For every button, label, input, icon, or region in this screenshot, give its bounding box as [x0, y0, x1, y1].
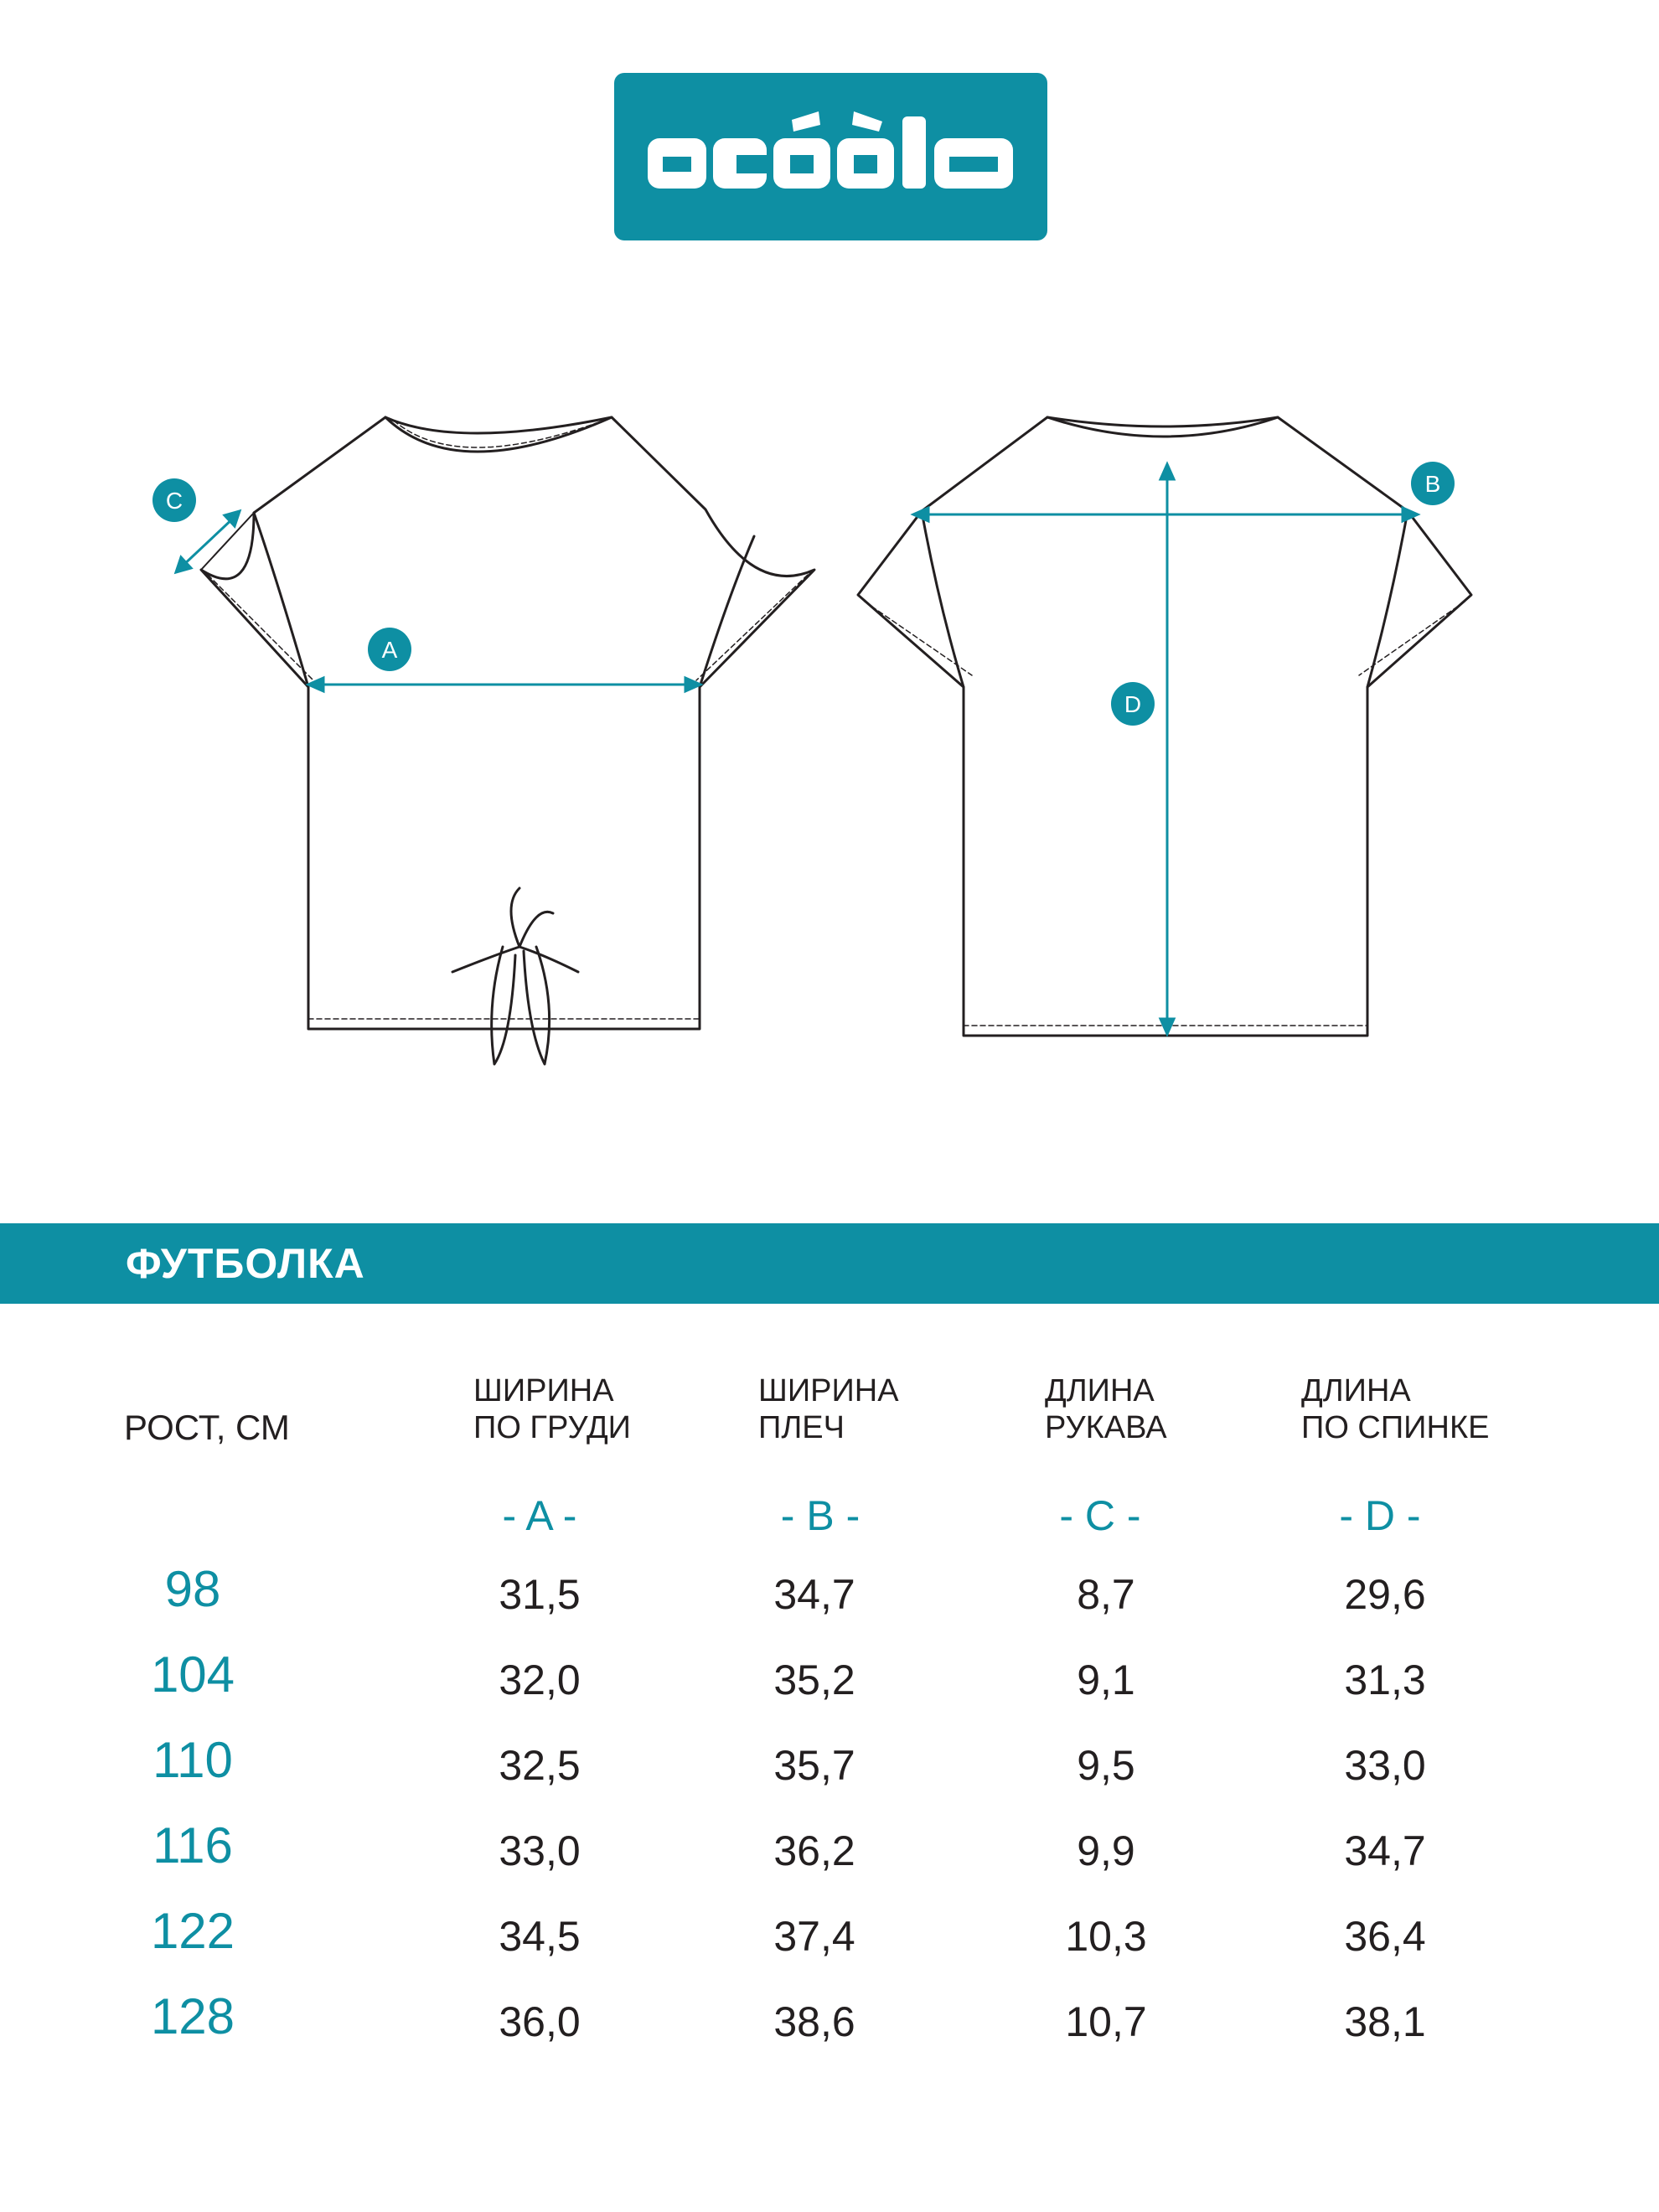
tshirt-back-sketch [858, 417, 1471, 1036]
svg-text:B: B [1424, 471, 1441, 497]
column-code-b: - B - [780, 1492, 861, 1539]
value-c: 8,7 [1077, 1571, 1135, 1618]
column-code-d: - D - [1339, 1492, 1421, 1539]
value-c: 9,1 [1077, 1656, 1135, 1703]
section-banner [0, 1223, 1659, 1304]
badge-c [152, 478, 196, 522]
brand-logo [614, 73, 1047, 240]
column-header-b [758, 1372, 899, 1446]
badge-a [368, 628, 411, 671]
column-header-a [473, 1372, 631, 1446]
value-d: 29,6 [1344, 1571, 1426, 1618]
column-header-c [1045, 1372, 1167, 1446]
svg-text:C: C [165, 488, 183, 514]
logo-wordmark-icon [614, 73, 1047, 240]
value-b: 38,6 [773, 1998, 855, 2045]
column-header-a-line1: ШИРИНА [473, 1373, 614, 1408]
badge-b [1411, 462, 1455, 505]
column-header-d [1301, 1372, 1489, 1446]
value-d: 31,3 [1344, 1656, 1426, 1703]
svg-text:A: A [381, 637, 398, 663]
column-header-d-line1: ДЛИНА [1301, 1373, 1411, 1408]
value-a: 32,5 [499, 1742, 581, 1789]
height-value: 116 [152, 1817, 233, 1873]
value-a: 31,5 [499, 1571, 581, 1618]
column-header-b-line1: ШИРИНА [758, 1373, 899, 1408]
value-d: 33,0 [1344, 1742, 1426, 1789]
value-b: 36,2 [773, 1827, 855, 1874]
column-header-d-line2: ПО СПИНКЕ [1301, 1410, 1490, 1445]
value-c: 9,5 [1077, 1742, 1135, 1789]
value-d: 34,7 [1344, 1827, 1426, 1874]
badge-d [1111, 682, 1155, 726]
height-header: РОСТ, СМ [124, 1408, 290, 1447]
value-c: 10,7 [1065, 1998, 1147, 2045]
height-value: 98 [164, 1561, 221, 1617]
value-b: 35,7 [773, 1742, 855, 1789]
height-value: 110 [152, 1732, 233, 1788]
tshirt-technical-drawing [0, 369, 1659, 1106]
value-c: 9,9 [1077, 1827, 1135, 1874]
column-header-a-line2: ПО ГРУДИ [473, 1410, 631, 1445]
value-d: 38,1 [1344, 1998, 1426, 2045]
value-d: 36,4 [1344, 1913, 1426, 1960]
column-header-b-line2: ПЛЕЧ [758, 1410, 845, 1445]
tshirt-front-sketch [201, 417, 814, 1064]
height-value: 122 [150, 1903, 235, 1959]
height-value: 104 [150, 1646, 235, 1703]
column-header-c-line2: РУКАВА [1045, 1410, 1167, 1445]
value-b: 34,7 [773, 1571, 855, 1618]
value-a: 34,5 [499, 1913, 581, 1960]
value-a: 36,0 [499, 1998, 581, 2045]
value-a: 32,0 [499, 1656, 581, 1703]
value-b: 35,2 [773, 1656, 855, 1703]
value-b: 37,4 [773, 1913, 855, 1960]
column-code-c: - C - [1059, 1492, 1141, 1539]
height-value: 128 [150, 1988, 235, 2044]
value-a: 33,0 [499, 1827, 581, 1874]
column-header-c-line1: ДЛИНА [1045, 1373, 1155, 1408]
svg-text:D: D [1124, 691, 1142, 717]
column-code-a: - A - [502, 1492, 577, 1539]
section-title: ФУТБОЛКА [126, 1240, 365, 1287]
value-c: 10,3 [1065, 1913, 1147, 1960]
